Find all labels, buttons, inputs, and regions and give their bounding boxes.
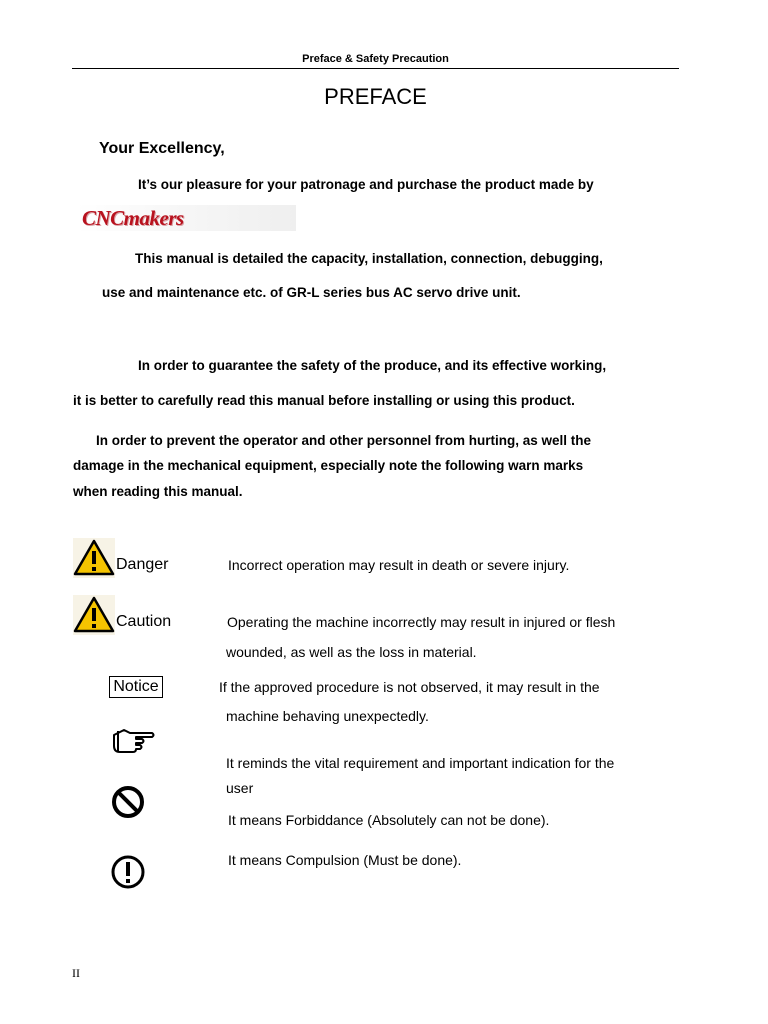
exclamation-circle-icon bbox=[109, 853, 147, 891]
pointing-hand-icon bbox=[110, 727, 156, 755]
pointer-description-line-1: It reminds the vital requirement and important indication for the bbox=[226, 755, 615, 771]
page-title: PREFACE bbox=[324, 84, 427, 109]
page-number: II bbox=[72, 966, 80, 980]
paragraph-3-line-2: damage in the mechanical equipment, especially note the following warn marks bbox=[73, 458, 584, 473]
header-rule bbox=[72, 68, 679, 69]
page-header-title: Preface & Safety Precaution bbox=[302, 53, 449, 65]
warning-triangle-icon bbox=[73, 595, 115, 635]
paragraph-1-line-2: use and maintenance etc. of GR-L series bus AC servo drive unit. bbox=[102, 285, 521, 300]
logo-text: CNCmakers bbox=[82, 206, 184, 230]
pointer-description-line-2: user bbox=[226, 780, 254, 796]
notice-description-line-1: If the approved procedure is not observed, it may result in the bbox=[219, 679, 600, 695]
danger-description: Incorrect operation may result in death or severe injury. bbox=[228, 557, 570, 573]
danger-label: Danger bbox=[116, 556, 169, 573]
paragraph-3-line-3: when reading this manual. bbox=[73, 484, 243, 499]
company-logo bbox=[76, 205, 296, 231]
notice-label: Notice bbox=[109, 676, 163, 698]
prohibition-icon bbox=[110, 784, 146, 820]
paragraph-2-line-1: In order to guarantee the safety of the produce, and its effective working, bbox=[138, 358, 607, 373]
caution-description-line-1: Operating the machine incorrectly may result in injured or flesh bbox=[227, 614, 616, 630]
paragraph-2-line-2: it is better to carefully read this manual before installing or using this product. bbox=[73, 393, 575, 408]
paragraph-1-line-1: This manual is detailed the capacity, installation, connection, debugging, bbox=[135, 251, 603, 266]
compulsion-description: It means Compulsion (Must be done). bbox=[228, 852, 462, 868]
forbidden-description: It means Forbiddance (Absolutely can not be done). bbox=[228, 812, 550, 828]
paragraph-3-line-1: In order to prevent the operator and other personnel from hurting, as well the bbox=[96, 433, 592, 448]
caution-description-line-2: wounded, as well as the loss in material. bbox=[226, 644, 477, 660]
intro-text: It’s our pleasure for your patronage and purchase the product made by bbox=[138, 177, 594, 192]
warning-triangle-icon bbox=[73, 538, 115, 578]
notice-description-line-2: machine behaving unexpectedly. bbox=[226, 708, 429, 724]
greeting: Your Excellency, bbox=[99, 140, 225, 157]
caution-label: Caution bbox=[116, 613, 172, 630]
